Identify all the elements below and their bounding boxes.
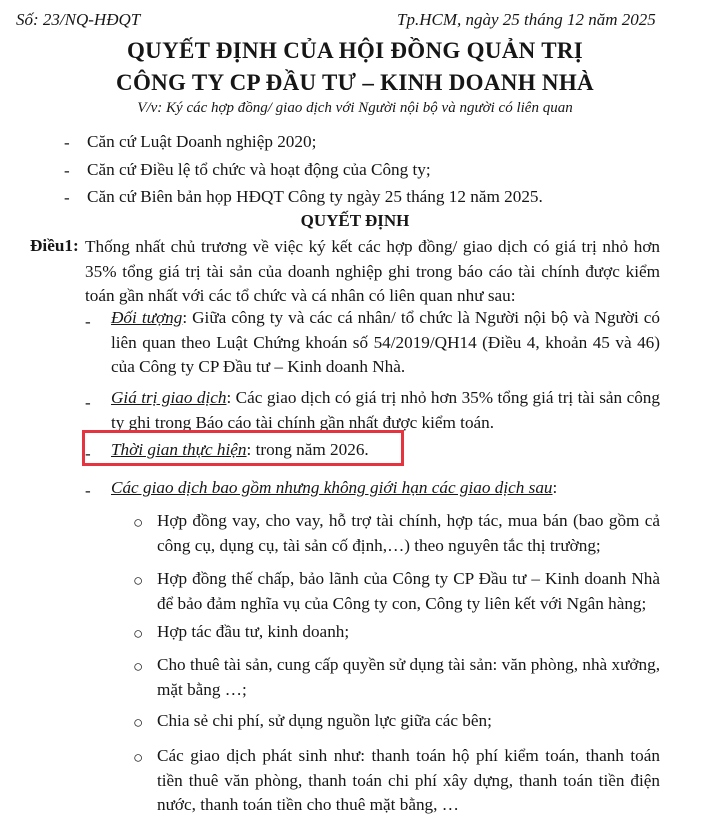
circle-bullet-icon: ○ (133, 513, 144, 532)
circle-bullet-icon: ○ (133, 624, 144, 643)
dash-bullet: - (85, 481, 91, 500)
dash-bullet: - (85, 312, 91, 331)
item-text: : (552, 478, 558, 497)
document-number: Số: 23/NQ-HĐQT (16, 10, 141, 29)
basis-item: Căn cứ Luật Doanh nghiệp 2020; (87, 132, 317, 151)
item-time (111, 438, 369, 462)
basis-item: Căn cứ Biên bản họp HĐQT Công ty ngày 25 tháng 12 năm 2025. (87, 187, 543, 206)
article-label: Điều1: (30, 236, 79, 255)
transaction-item: Cho thuê tài sản, cung cấp quyền sử dụng tài sản: văn phòng, nhà xưởng, mặt bằng …; (157, 655, 660, 699)
dash-bullet: - (85, 393, 91, 412)
item-text: : trong năm 2026. (246, 440, 369, 459)
dash-bullet: - (85, 444, 91, 463)
item-text: : Các giao dịch có giá trị nhỏ hơn 35% tổng giá trị tài sản công ty ghi trong Báo cáo tài chính gần nhất được kiểm toán. (111, 388, 660, 432)
circle-bullet-icon: ○ (133, 657, 144, 676)
transaction-item: Các giao dịch phát sinh như: thanh toán hộ phí kiểm toán, thanh toán tiền thuê văn phòng, thanh toán chi phí xây dựng, thanh toán tiền điện nước, thanh toán tiền cho thuê mặt bằng, … (157, 746, 660, 814)
item-subject (111, 306, 660, 380)
dash-bullet: - (64, 161, 70, 180)
item-transactions (111, 476, 557, 500)
subject-line: V/v: Ký các hợp đồng/ giao dịch với Người nội bộ và người có liên quan (137, 100, 573, 116)
transaction-item: Hợp đồng thế chấp, bảo lãnh của Công ty CP Đầu tư – Kinh doanh Nhà để bảo đảm nghĩa vụ của Công ty con, Công ty liên kết với Ngân hàng; (157, 569, 660, 613)
item-label: Thời gian thực hiện (111, 440, 247, 459)
place-date: Tp.HCM, ngày 25 tháng 12 năm 2025 (397, 10, 656, 29)
circle-bullet-icon: ○ (133, 748, 144, 767)
dash-bullet: - (64, 133, 70, 152)
dash-bullet: - (64, 188, 70, 207)
transaction-item: Hợp đồng vay, cho vay, hỗ trợ tài chính, hợp tác, mua bán (bao gồm cả công cụ, dụng cụ, tài sản cố định,…) theo nguyên tắc thị trường; (157, 511, 660, 555)
circle-bullet-icon: ○ (133, 713, 144, 732)
item-value (111, 386, 660, 435)
title-line-1: QUYẾT ĐỊNH CỦA HỘI ĐỒNG QUẢN TRỊ (126, 38, 584, 63)
item-text: : Giữa công ty và các cá nhân/ tổ chức là Người nội bộ và Người có liên quan theo Luật Chứng khoán số 54/2019/QH14 (Điều 4, khoản 45 và 46) của Công ty CP Đầu tư – Kinh doanh Nhà. (111, 308, 660, 376)
item-label: Các giao dịch bao gồm nhưng không giới hạn các giao dịch sau (111, 478, 553, 497)
title-line-2: CÔNG TY CP ĐẦU TƯ – KINH DOANH NHÀ (116, 70, 594, 95)
article-text: Thống nhất chủ trương về việc ký kết các hợp đồng/ giao dịch có giá trị nhỏ hơn 35% tổng giá trị tài sản của doanh nghiệp ghi trong báo cáo tài chính được kiểm toán gần nhất với các tổ chức và cá nhân có liên quan như sau: (85, 237, 660, 305)
transaction-item: Chia sẻ chi phí, sử dụng nguồn lực giữa các bên; (157, 711, 492, 730)
item-label: Giá trị giao dịch (111, 388, 227, 407)
basis-item: Căn cứ Điều lệ tổ chức và hoạt động của Công ty; (87, 160, 431, 179)
circle-bullet-icon: ○ (133, 571, 144, 590)
transaction-item: Hợp tác đầu tư, kinh doanh; (157, 622, 350, 641)
decision-heading: QUYẾT ĐỊNH (300, 211, 410, 230)
item-label: Đối tượng (111, 308, 183, 327)
